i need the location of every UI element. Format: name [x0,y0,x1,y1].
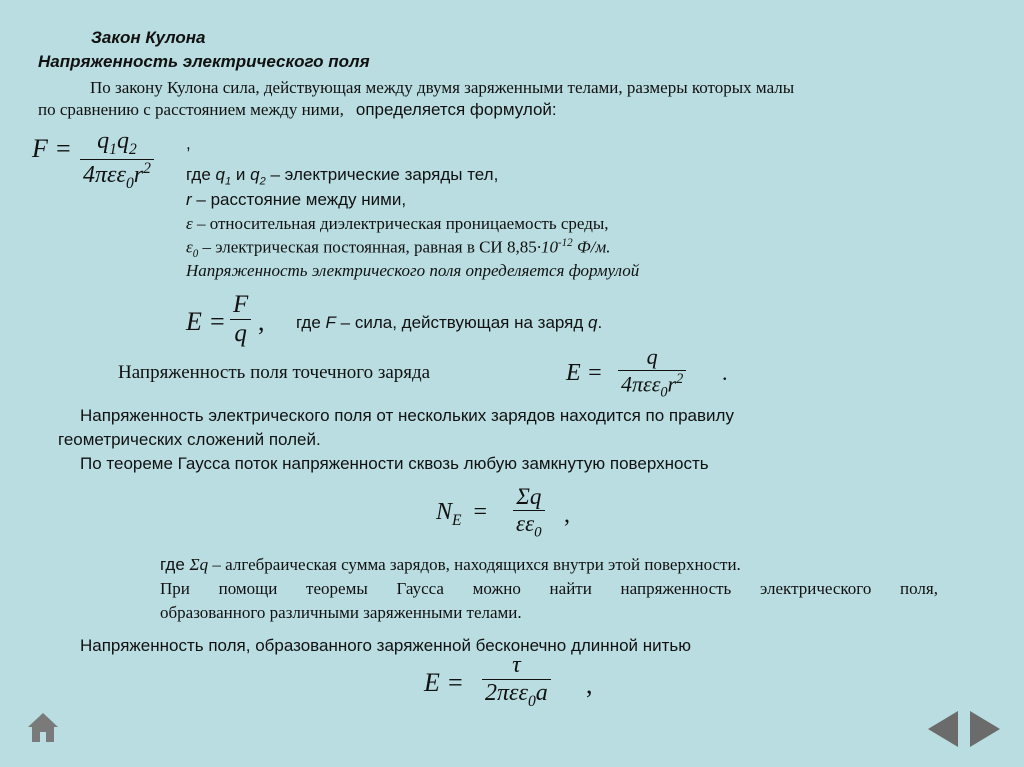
thread-denominator: 2πεε$_0$a [482,679,551,711]
coulomb-formula [32,128,151,192]
point-formula-lhs: E = [566,360,603,386]
gauss-comma: , [564,502,570,528]
home-icon-svg [26,710,60,744]
coulomb-fraction [80,128,154,193]
coulomb-denominator: $4\pi\varepsilon\varepsilon_0r^2$ [80,159,154,193]
prev-arrow-icon[interactable] [928,711,958,747]
field-denominator: q [230,319,251,348]
coulomb-comma: , [186,134,191,153]
gauss-use-line-2: образованного различными заряженными телами. [160,603,522,622]
coulomb-lhs: F = [32,134,72,163]
gauss-where: где Σq – алгебраическая сумма зарядов, находящихся внутри этой поверхности. [160,555,741,574]
intro-line-2a: по сравнению с расстоянием между ними, [38,100,344,119]
thread-comma: , [586,670,593,699]
intro-line-1: По закону Кулона сила, действующая между двумя заряженными телами, размеры которых малы [90,78,795,97]
def-epsilon: ε – относительная диэлектрическая проницаемость среды, [186,214,609,233]
next-arrow-icon[interactable] [970,711,1000,747]
intro-line-2b: определяется формулой: [355,100,557,119]
field-formula [186,307,226,337]
superposition-line-1: Напряженность электрического поля от нескольких зарядов находится по правилу [80,406,734,425]
thread-label: Напряженность поля, образованного заряженной бесконечно длинной нитью [80,636,692,655]
page-title: Закон Кулона [91,28,206,47]
def-epsilon0: $\varepsilon_0$ – электрическая постоянная, равная в СИ $8,85\cdot 10^{-12}$ Ф/м. [186,237,611,261]
intro-line-2 [38,100,557,120]
thread-fraction [482,652,551,711]
point-charge-label: Напряженность поля точечного заряда [118,362,431,383]
gauss-fraction [513,484,545,542]
point-numerator: q [646,344,658,369]
field-lhs: E = [186,307,226,336]
page-subtitle: Напряженность электрического поля [38,52,370,71]
gauss-use-line-1: При помощи теоремы Гаусса можно найти напряженность электрического поля, [160,579,938,598]
point-fraction [618,344,686,402]
home-icon[interactable] [26,710,60,744]
point-denominator: $4\pi\varepsilon\varepsilon_0r^2$ [618,370,686,402]
field-where: где F – сила, действующая на заряд q. [296,313,603,332]
field-comma: , [258,307,265,336]
def-r: r – расстояние между ними, [186,190,407,209]
gauss-formula-lhs: $N_E$ = [436,499,488,529]
coulomb-numerator: $q_1q_2$ [97,128,137,158]
point-dot: . [722,360,728,385]
def-q: где $q_1$ и $q_2$ – электрические заряды тел, [186,165,499,188]
field-numerator: F [233,291,249,318]
thread-numerator: τ [512,652,521,678]
gauss-numerator: Σq [516,484,542,509]
superposition-line-2: геометрических сложений полей. [58,430,321,449]
thread-formula-lhs: E = [424,668,464,697]
gauss-intro: По теореме Гаусса поток напряженности сквозь любую замкнутую поверхность [80,454,709,473]
field-fraction [230,291,251,348]
gauss-denominator: $\varepsilon\varepsilon_0$ [513,510,545,542]
field-definition: Напряженность электрического поля определяется формулой [186,261,640,280]
